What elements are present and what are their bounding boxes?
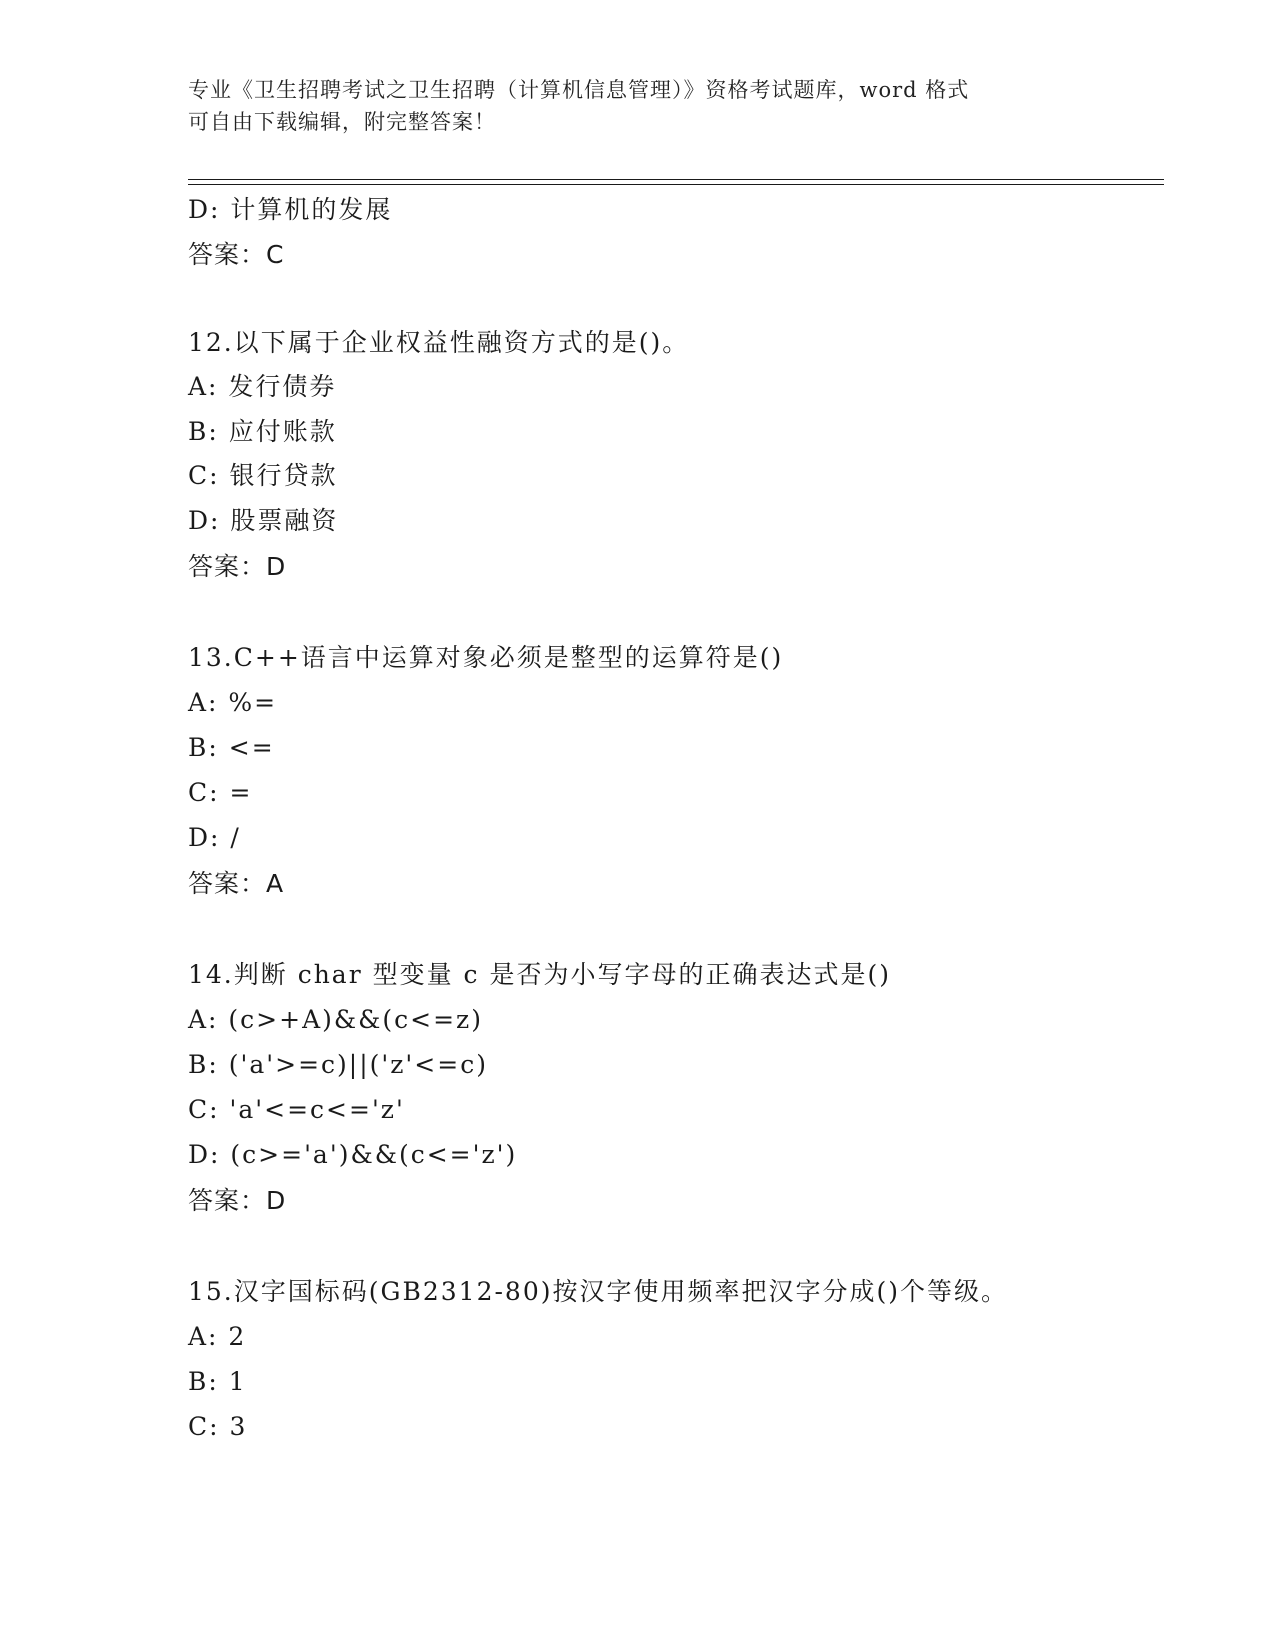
q15-question: 15.汉字国标码(GB2312-80)按汉字使用频率把汉字分成()个等级。 — [188, 1277, 1008, 1306]
q14-option-d: D: (c>='a')&&(c<='z') — [188, 1140, 518, 1169]
header-divider-top — [188, 179, 1164, 180]
q13-option-a: A: %= — [188, 688, 278, 717]
header-line-1: 专业《卫生招聘考试之卫生招聘（计算机信息管理）》资格考试题库，word 格式 — [188, 78, 970, 102]
q15-option-b: B: 1 — [188, 1367, 247, 1396]
q11-option-d: D: 计算机的发展 — [188, 195, 393, 224]
header-line-2: 可自由下载编辑，附完整答案！ — [188, 110, 496, 134]
page-header — [188, 74, 1088, 138]
q13-question: 13.C++语言中运算对象必须是整型的运算符是() — [188, 643, 784, 672]
q14-answer: 答案：D — [188, 1186, 287, 1215]
q12-option-d: D: 股票融资 — [188, 506, 339, 535]
q14-option-b: B: ('a'>=c)||('z'<=c) — [188, 1050, 488, 1079]
q12-option-a: A: 发行债券 — [188, 372, 337, 401]
q14-option-a: A: (c>+A)&&(c<=z) — [188, 1005, 483, 1034]
q13-option-b: B: <= — [188, 733, 275, 762]
q13-answer: 答案：A — [188, 869, 285, 898]
q12-question: 12.以下属于企业权益性融资方式的是()。 — [188, 328, 690, 357]
q15-option-a: A: 2 — [188, 1322, 247, 1351]
q13-option-d: D: / — [188, 823, 241, 852]
q12-option-b: B: 应付账款 — [188, 417, 337, 446]
q14-option-c: C: 'a'<=c<='z' — [188, 1095, 405, 1124]
q11-answer: 答案：C — [188, 240, 285, 269]
q15-option-c: C: 3 — [188, 1412, 248, 1441]
q14-question: 14.判断 char 型变量 c 是否为小写字母的正确表达式是() — [188, 960, 892, 989]
q12-option-c: C: 银行贷款 — [188, 461, 338, 490]
q13-option-c: C: = — [188, 778, 253, 807]
q12-answer: 答案：D — [188, 552, 287, 581]
header-divider-bottom — [188, 184, 1164, 185]
